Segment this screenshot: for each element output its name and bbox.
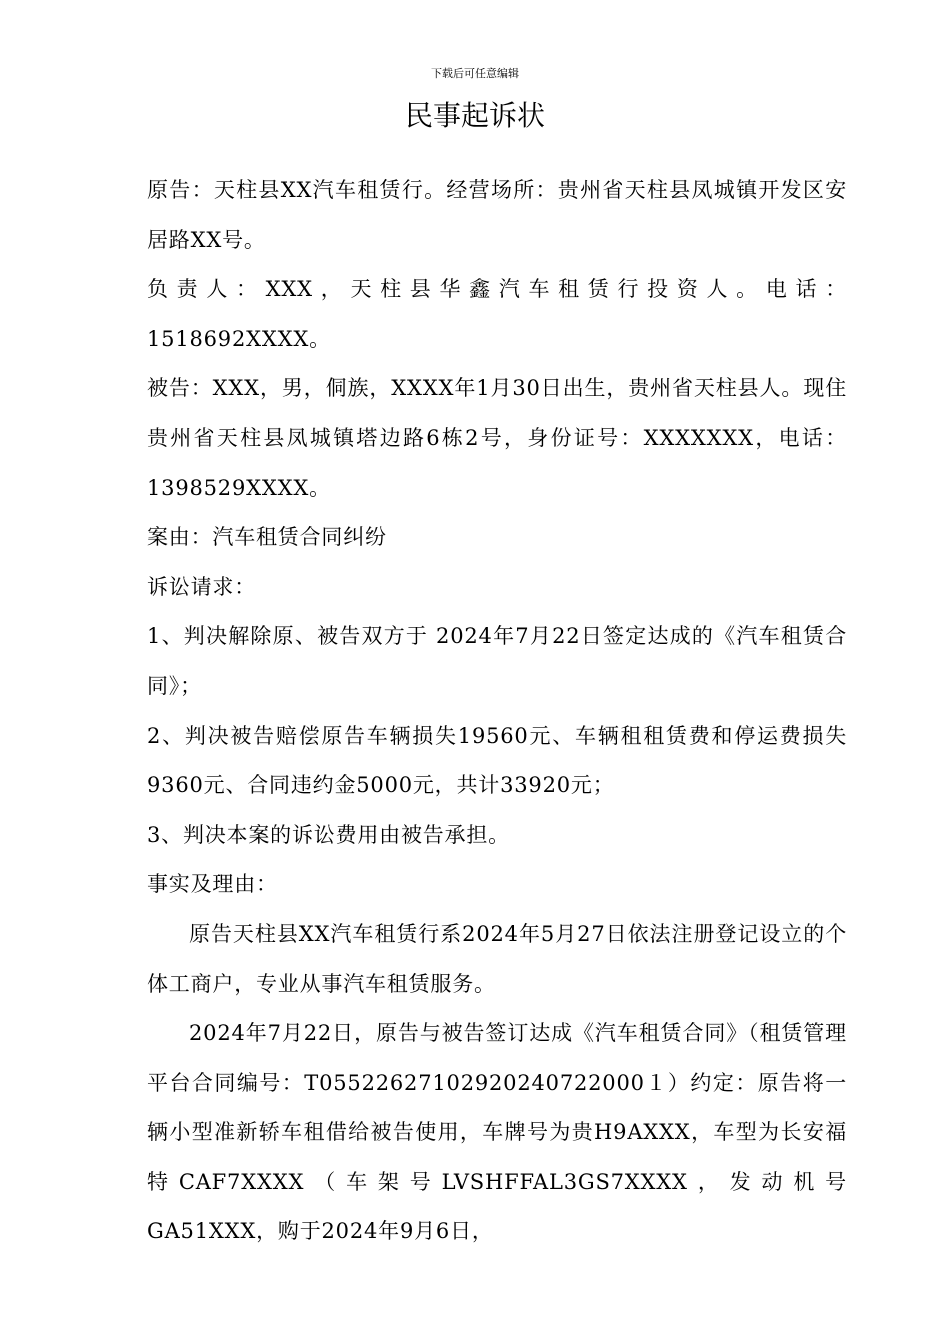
page-title: 民事起诉状	[404, 99, 545, 132]
paragraph-facts-2: 2024年7月22日，原告与被告签订达成《汽车租赁合同》（租赁管理平台合同编号：T05522627102920240722000１）约定：原告将一辆小型准新轿车租借给被告使用，车牌号为贵H9AXXX，车型为长安福特CAF7XXXX（车架号LVSHFFAL3GS7XXXX，发动机号GA51XXX，购于2024年9月6日，	[147, 1021, 847, 1244]
document-body	[147, 166, 847, 1257]
header-note: 下载后可任意编辑	[431, 67, 519, 80]
paragraph-claim-2: 2、判决被告赔偿原告车辆损失19560元、车辆租租赁费和停运费损失9360元、合同违约金5000元，共计33920元；	[147, 723, 847, 798]
paragraph-cause: 案由：汽车租赁合同纠纷	[147, 525, 387, 550]
paragraph-defendant: 被告：XXX，男，侗族，XXXX年1月30日出生，贵州省天柱县人。现住贵州省天柱县凤城镇塔边路6栋2号，身份证号：XXXXXXX，电话：1398529XXXX。	[147, 376, 847, 500]
paragraph-claims-heading: 诉讼请求：	[147, 574, 256, 599]
paragraph-facts-heading: 事实及理由：	[147, 872, 278, 897]
paragraph-claim-1: 1、判决解除原、被告双方于 2024年7月22日签定达成的《汽车租赁合同》；	[147, 624, 847, 698]
paragraph-facts-1: 原告天柱县XX汽车租赁行系2024年5月27日依法注册登记设立的个体工商户，专业从事汽车租赁服务。	[147, 921, 847, 996]
paragraph-responsible-person: 负责人：XXX，天柱县华鑫汽车租赁行投资人。电话：1518692XXXX。	[147, 277, 847, 351]
paragraph-claim-3: 3、判决本案的诉讼费用由被告承担。	[147, 822, 510, 847]
paragraph-plaintiff: 原告：天柱县XX汽车租赁行。经营场所：贵州省天柱县凤城镇开发区安居路XX号。	[147, 178, 847, 252]
